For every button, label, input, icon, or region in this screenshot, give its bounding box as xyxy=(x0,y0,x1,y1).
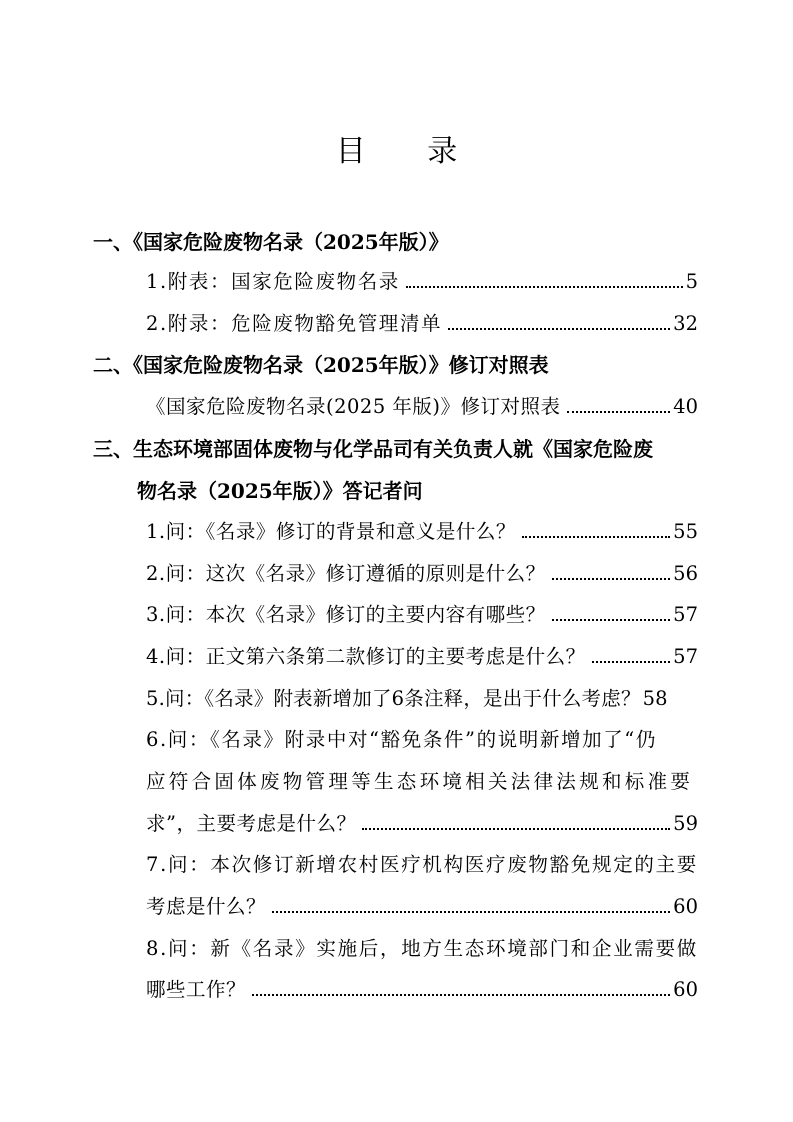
toc-entry-question-3[interactable] xyxy=(146,601,698,629)
toc-entry-text: 6.问：《名录》附录中对“豁免条件”的说明新增加了“仍 xyxy=(146,728,657,751)
toc-entry-question-6[interactable] xyxy=(146,726,657,754)
toc-entry-text: 求”，主要考虑是什么？ xyxy=(146,812,357,835)
toc-entry-text: 哪些工作？ xyxy=(146,978,247,1001)
toc-entry-question-8[interactable] xyxy=(146,935,698,963)
toc-page-number: 57 xyxy=(673,603,698,626)
toc-page-number: 60 xyxy=(673,978,698,1001)
toc-entry-text: 2.问：这次《名录》修订遵循的原则是什么？ xyxy=(146,562,546,585)
toc-page-number: 59 xyxy=(673,812,698,835)
section-heading-text: 物名录（2025年版）》答记者问 xyxy=(137,479,423,503)
section-heading-3[interactable] xyxy=(93,435,703,463)
dot-leader xyxy=(362,828,670,830)
toc-entry-question-6-line-3[interactable] xyxy=(146,810,698,838)
toc-entry-text: 《国家危险废物名录(2025 年版)》修订对照表 xyxy=(146,395,561,418)
toc-entry-text: 7.问：本次修订新增农村医疗机构医疗废物豁免规定的主要 xyxy=(146,853,699,876)
toc-entry-question-4[interactable] xyxy=(146,643,698,671)
toc-entry-text: 考虑是什么？ xyxy=(146,895,267,918)
section-heading-text: 二、《国家危险废物名录（2025年版）》修订对照表 xyxy=(93,353,549,377)
toc-page-number: 40 xyxy=(673,395,698,418)
section-heading-text: 一、《国家危险废物名录（2025年版）》 xyxy=(93,230,449,254)
toc-page-number: 57 xyxy=(673,645,698,668)
dot-leader xyxy=(552,619,671,621)
toc-entry-text: 1.问：《名录》修订的背景和意义是什么？ xyxy=(146,520,516,543)
toc-entry-text: 1.附表：国家危险废物名录 xyxy=(146,270,400,293)
dot-leader xyxy=(252,994,670,996)
toc-entry-exemption-list[interactable] xyxy=(146,310,698,338)
toc-entry-question-5[interactable] xyxy=(146,685,706,713)
dot-leader xyxy=(567,411,671,413)
toc-entry-revision-table[interactable] xyxy=(146,393,698,421)
toc-entry-question-7[interactable] xyxy=(146,851,698,879)
toc-page-number: 56 xyxy=(673,562,698,585)
section-heading-2[interactable] xyxy=(93,351,703,379)
dot-leader xyxy=(448,328,670,330)
toc-entry-text: 4.问：正文第六条第二款修订的主要考虑是什么？ xyxy=(146,645,586,668)
section-heading-text: 三、生态环境部固体废物与化学品司有关负责人就《国家危险废 xyxy=(93,437,653,461)
toc-entry-question-2[interactable] xyxy=(146,560,698,588)
section-heading-1[interactable] xyxy=(93,228,703,256)
toc-page-number: 32 xyxy=(673,312,698,335)
toc-entry-text: 2.附录：危险废物豁免管理清单 xyxy=(146,312,443,335)
page-title: 目 录 xyxy=(335,134,484,169)
toc-entry-text: 3.问：本次《名录》修订的主要内容有哪些？ xyxy=(146,603,546,626)
toc-entry-question-8-line-2[interactable] xyxy=(146,976,698,1004)
toc-entry-question-6-line-2[interactable] xyxy=(146,768,693,796)
toc-page-number: 60 xyxy=(673,895,698,918)
toc-entry-question-1[interactable] xyxy=(146,518,698,546)
toc-entry-text: 8.问：新《名录》实施后，地方生态环境部门和企业需要做 xyxy=(146,937,699,960)
toc-entry-text: 应符合固体废物管理等生态环境相关法律法规和标准要 xyxy=(146,770,694,793)
toc-page-number: 58 xyxy=(642,687,668,710)
dot-leader xyxy=(272,911,670,913)
toc-entry-question-7-line-2[interactable] xyxy=(146,893,698,921)
section-heading-3-continued[interactable] xyxy=(137,477,703,505)
dot-leader xyxy=(522,536,670,538)
toc-page-number: 55 xyxy=(673,520,698,543)
dot-leader xyxy=(592,661,671,663)
dot-leader xyxy=(406,286,683,288)
dot-leader xyxy=(552,578,671,580)
toc-page-number: 5 xyxy=(685,270,698,293)
toc-entry-text: 5.问：《名录》附表新增加了6条注释，是出于什么考虑？ xyxy=(146,687,641,710)
toc-entry-appendix-table[interactable] xyxy=(146,268,698,296)
